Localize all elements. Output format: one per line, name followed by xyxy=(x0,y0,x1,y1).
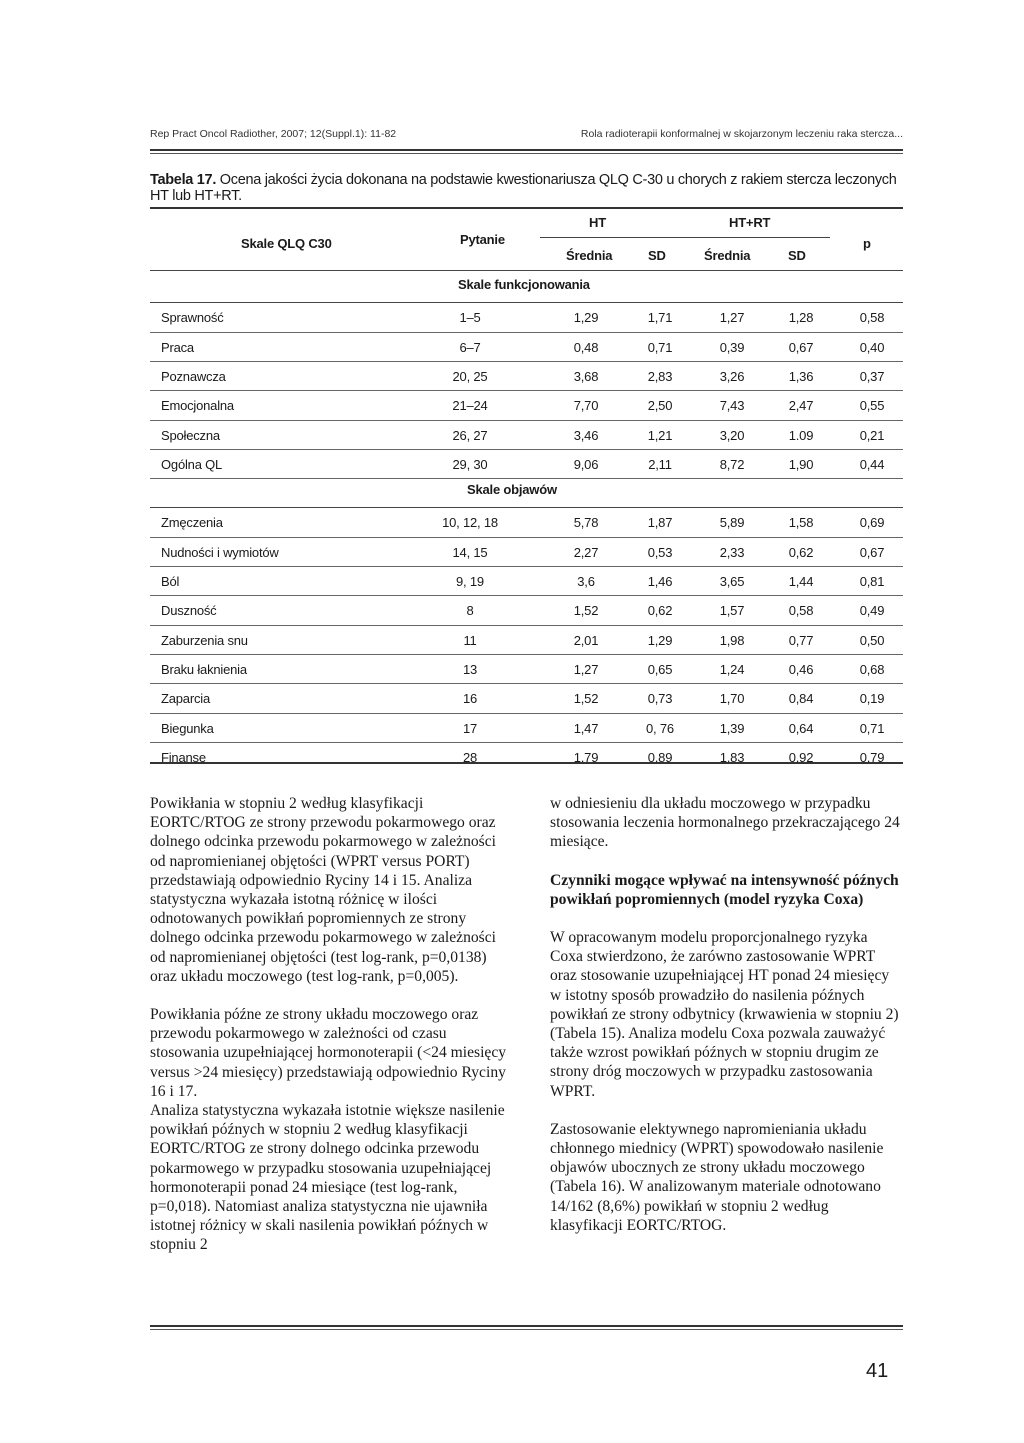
cell-sd-htrt: 1,90 xyxy=(788,456,814,472)
cell-mean-ht: 9,06 xyxy=(573,456,599,472)
cell-mean-htrt: 1,98 xyxy=(719,632,745,648)
cell-questions: 6–7 xyxy=(459,339,481,355)
cell-scale-name: Ogólna QL xyxy=(161,456,223,472)
cell-sd-htrt: 1,44 xyxy=(788,574,814,589)
header-rule xyxy=(150,149,903,151)
cell-p: 0,71 xyxy=(859,720,885,736)
cell-sd-htrt: 0,84 xyxy=(788,691,814,707)
left-paragraph-2: Powikłania późne ze strony układu moczowego oraz przewodu pokarmowego w zależności od czasu stosowania uzupełniającej hormonoterapii (<24 miesięcy versus >24 miesięcy) przedstawiają odpowiednio Ryciny 16 i 17. xyxy=(150,1006,507,1100)
cell-mean-ht: 3,46 xyxy=(573,427,599,443)
cell-mean-htrt: 3,65 xyxy=(719,574,745,589)
cell-mean-ht: 1,79 xyxy=(573,749,599,765)
cell-sd-htrt: 0,58 xyxy=(788,603,814,619)
cell-questions: 13 xyxy=(462,661,478,677)
cell-p: 0,55 xyxy=(859,398,885,414)
row-rule xyxy=(150,625,903,626)
row-rule xyxy=(150,361,903,362)
cell-scale-name: Zaparcia xyxy=(161,691,210,707)
table-bottom-rule xyxy=(150,762,903,764)
cell-mean-ht: 1,52 xyxy=(573,691,599,707)
cell-p: 0,49 xyxy=(859,603,885,619)
row-rule xyxy=(150,713,903,714)
cell-p: 0,40 xyxy=(859,339,885,355)
cell-p: 0,44 xyxy=(859,456,885,472)
section-rule xyxy=(150,302,903,303)
cell-sd-ht: 2,83 xyxy=(647,368,673,384)
cell-mean-htrt: 1,70 xyxy=(719,691,745,707)
cell-questions: 20, 25 xyxy=(452,368,488,384)
cell-p: 0,50 xyxy=(859,632,885,648)
footer-rule-thin xyxy=(150,1329,903,1330)
cell-questions: 8 xyxy=(466,603,474,619)
header-questions: Pytanie xyxy=(460,232,505,247)
cell-sd-ht: 1,29 xyxy=(647,632,673,648)
right-paragraph-2: W opracowanym modelu proporcjonalnego ryzyka Coxa stwierdzono, że zarówno zastosowanie WPRT oraz stosowanie uzupełniającej HT ponad 24 miesięcy w istotny sposób prowadziło do nasilenia późnych powikłań ze strony odbytnicy (krwawienia w stopniu 2) (Tabela 15). Analiza modelu Coxa pozwala zauważyć także wzrost powikłań późnych w stopniu drugim ze strony dróg moczowych w przypadku zastosowania WPRT. xyxy=(550,929,899,1100)
cell-mean-htrt: 5,89 xyxy=(719,515,745,531)
section-title: Skale funkcjonowania xyxy=(458,277,590,292)
row-rule xyxy=(150,390,903,391)
cell-questions: 14, 15 xyxy=(452,544,488,560)
right-column xyxy=(550,794,903,1235)
cell-questions: 17 xyxy=(462,720,478,736)
cell-sd-htrt: 1,58 xyxy=(788,515,814,531)
cell-mean-htrt: 1,57 xyxy=(719,603,745,619)
cell-mean-ht: 0,48 xyxy=(573,339,599,355)
cell-p: 0,67 xyxy=(859,544,885,560)
cell-questions: 9, 19 xyxy=(456,574,484,589)
cell-questions: 28 xyxy=(462,749,478,765)
section-title: Skale objawów xyxy=(467,482,557,498)
header-scale: Skale QLQ C30 xyxy=(241,236,332,251)
header-sd-htrt: SD xyxy=(788,248,806,263)
row-rule xyxy=(150,478,903,479)
cell-sd-ht: 0,73 xyxy=(647,691,673,707)
cell-mean-htrt: 3,20 xyxy=(719,427,745,443)
cell-sd-ht: 0,62 xyxy=(647,603,673,619)
cell-sd-htrt: 0,46 xyxy=(788,661,814,677)
cell-questions: 26, 27 xyxy=(452,427,488,443)
cell-p: 0,79 xyxy=(859,749,885,765)
header-mean-ht: Średnia xyxy=(566,248,613,263)
row-rule xyxy=(150,332,903,333)
cell-mean-ht: 2,01 xyxy=(573,632,599,648)
cell-scale-name: Społeczna xyxy=(161,427,220,443)
cell-mean-htrt: 0,39 xyxy=(719,339,745,355)
cell-questions: 29, 30 xyxy=(452,456,488,472)
row-rule xyxy=(150,683,903,684)
cell-sd-ht: 1,87 xyxy=(647,515,673,531)
cell-scale-name: Poznawcza xyxy=(161,368,226,384)
cell-questions: 11 xyxy=(463,632,477,648)
cell-sd-ht: 0, 76 xyxy=(646,720,674,736)
cell-mean-ht: 3,68 xyxy=(573,368,599,384)
running-header xyxy=(150,128,903,144)
cell-sd-htrt: 1,36 xyxy=(788,368,814,384)
left-paragraph-1: Powikłania w stopniu 2 według klasyfikacji EORTC/RTOG ze strony przewodu pokarmowego oraz dolnego odcinka przewodu pokarmowego w zależności od napromienianej objętości (WPRT versus PORT) przedstawiają odpowiednio Ryciny 14 i 15. Analiza statystyczna wykazała istotną różnicę w ilości odnotowanych powikłań popromiennych ze strony dolnego odcinka przewodu pokarmowego w zależności od napromienianej objętości (test log-rank, p=0,0138) oraz układu moczowego (test log-rank, p=0,005). xyxy=(150,795,496,985)
cell-p: 0,19 xyxy=(859,691,885,707)
page-number: 41 xyxy=(866,1360,889,1382)
header-htrt: HT+RT xyxy=(729,215,771,230)
header-ht: HT xyxy=(589,215,606,230)
row-rule xyxy=(150,654,903,655)
cell-scale-name: Braku łaknienia xyxy=(161,661,247,677)
row-rule xyxy=(150,537,903,538)
cell-sd-ht: 0,65 xyxy=(647,661,673,677)
journal-citation: Rep Pract Oncol Radiother, 2007; 12(Suppl.1): 11-82 xyxy=(150,128,397,140)
cell-sd-ht: 0,53 xyxy=(647,544,673,560)
cell-scale-name: Nudności i wymiotów xyxy=(161,544,279,560)
header-sd-ht: SD xyxy=(648,248,666,263)
cell-scale-name: Sprawność xyxy=(161,310,224,326)
cell-p: 0,69 xyxy=(859,515,885,531)
cell-mean-ht: 7,70 xyxy=(573,398,599,414)
cell-sd-ht: 1,46 xyxy=(647,574,673,589)
cell-scale-name: Ból xyxy=(161,574,180,589)
section-subheading: Czynniki mogące wpływać na intensywność późnych powikłań popromiennych (model ryzyka Coxa) xyxy=(550,871,899,908)
cell-sd-htrt: 0,92 xyxy=(788,749,814,765)
section-rule xyxy=(150,507,903,508)
row-rule xyxy=(150,595,903,596)
cell-mean-ht: 2,27 xyxy=(573,544,599,560)
cell-mean-ht: 1,47 xyxy=(573,720,599,736)
cell-sd-ht: 1,21 xyxy=(647,427,673,443)
cell-sd-htrt: 0,62 xyxy=(788,544,814,560)
cell-questions: 1–5 xyxy=(459,310,481,326)
cell-sd-ht: 2,50 xyxy=(647,398,673,414)
cell-scale-name: Zmęczenia xyxy=(161,515,223,531)
cell-sd-htrt: 1.09 xyxy=(788,427,814,443)
cell-sd-ht: 0,89 xyxy=(647,749,673,765)
cell-p: 0,68 xyxy=(859,661,885,677)
cell-questions: 16 xyxy=(462,691,478,707)
cell-scale-name: Biegunka xyxy=(161,720,214,736)
table-caption-label: Tabela 17. xyxy=(150,172,217,188)
cell-mean-ht: 1,27 xyxy=(573,661,599,677)
row-rule xyxy=(150,742,903,743)
right-paragraph-1: w odniesieniu dla układu moczowego w przypadku stosowania leczenia hormonalnego przekraczającego 24 miesiące. xyxy=(550,795,900,851)
cell-mean-htrt: 7,43 xyxy=(719,398,745,414)
table-top-rule xyxy=(150,207,903,209)
cell-sd-htrt: 0,64 xyxy=(788,720,814,736)
table-caption-text: Ocena jakości życia dokonana na podstawie kwestionariusza QLQ C-30 u chorych z rakiem stercza leczonych HT lub HT+RT. xyxy=(150,172,897,204)
cell-sd-htrt: 1,28 xyxy=(788,310,814,326)
cell-questions: 10, 12, 18 xyxy=(442,515,498,531)
header-p: p xyxy=(863,236,871,251)
cell-p: 0,81 xyxy=(859,574,885,589)
cell-sd-htrt: 0,77 xyxy=(788,632,814,648)
footer-rule xyxy=(150,1325,903,1327)
table-caption xyxy=(150,172,910,204)
cell-sd-ht: 0,71 xyxy=(647,339,673,355)
cell-mean-ht: 1,52 xyxy=(573,603,599,619)
cell-mean-htrt: 1,27 xyxy=(719,310,745,326)
row-rule xyxy=(150,566,903,567)
row-rule xyxy=(150,420,903,421)
cell-mean-ht: 3,6 xyxy=(577,574,595,589)
left-paragraph-3: Analiza statystyczna wykazała istotnie większe nasilenie powikłań późnych w stopniu 2 według klasyfikacji EORTC/RTOG ze strony dolnego odcinka przewodu pokarmowego w przypadku stosowania uzupełniającej hormonoterapii ponad 24 miesiące (test log-rank, p=0,018). Natomiast analiza statystyczna nie ujawniła istotnej różnicy w skali nasilenia powikłań późnych w stopniu 2 xyxy=(150,1102,505,1254)
header-rule-thin xyxy=(150,153,903,154)
cell-p: 0,58 xyxy=(859,310,885,326)
cell-sd-ht: 2,11 xyxy=(648,456,672,472)
cell-scale-name: Praca xyxy=(161,339,194,355)
cell-p: 0,37 xyxy=(859,368,885,384)
cell-mean-htrt: 8,72 xyxy=(719,456,745,472)
cell-sd-ht: 1,71 xyxy=(647,310,673,326)
cell-mean-htrt: 2,33 xyxy=(719,544,745,560)
cell-mean-ht: 1,29 xyxy=(573,310,599,326)
cell-mean-htrt: 1,83 xyxy=(719,749,745,765)
cell-mean-htrt: 1,39 xyxy=(719,720,745,736)
cell-scale-name: Emocjonalna xyxy=(161,398,234,414)
left-column xyxy=(150,794,515,1255)
header-mean-htrt: Średnia xyxy=(704,248,751,263)
cell-questions: 21–24 xyxy=(452,398,488,414)
header-group-rule xyxy=(540,237,830,238)
cell-scale-name: Zaburzenia snu xyxy=(161,632,248,648)
cell-scale-name: Finanse xyxy=(161,749,206,765)
header-bottom-rule xyxy=(150,270,903,271)
right-paragraph-3: Zastosowanie elektywnego napromieniania układu chłonnego miednicy (WPRT) spowodowało nasilenie objawów ubocznych ze strony układu moczowego (Tabela 16). W analizowanym materiale odnotowano 14/162 (8,6%) powikłań w stopniu 2 według klasyfikacji EORTC/RTOG. xyxy=(550,1120,884,1234)
article-short-title: Rola radioterapii konformalnej w skojarzonym leczeniu raka stercza... xyxy=(580,128,903,140)
cell-p: 0,21 xyxy=(859,427,885,443)
cell-sd-htrt: 0,67 xyxy=(788,339,814,355)
cell-mean-htrt: 1,24 xyxy=(719,661,745,677)
cell-scale-name: Duszność xyxy=(161,603,217,619)
cell-sd-htrt: 2,47 xyxy=(788,398,814,414)
row-rule xyxy=(150,449,903,450)
cell-mean-ht: 5,78 xyxy=(573,515,599,531)
cell-mean-htrt: 3,26 xyxy=(719,368,745,384)
